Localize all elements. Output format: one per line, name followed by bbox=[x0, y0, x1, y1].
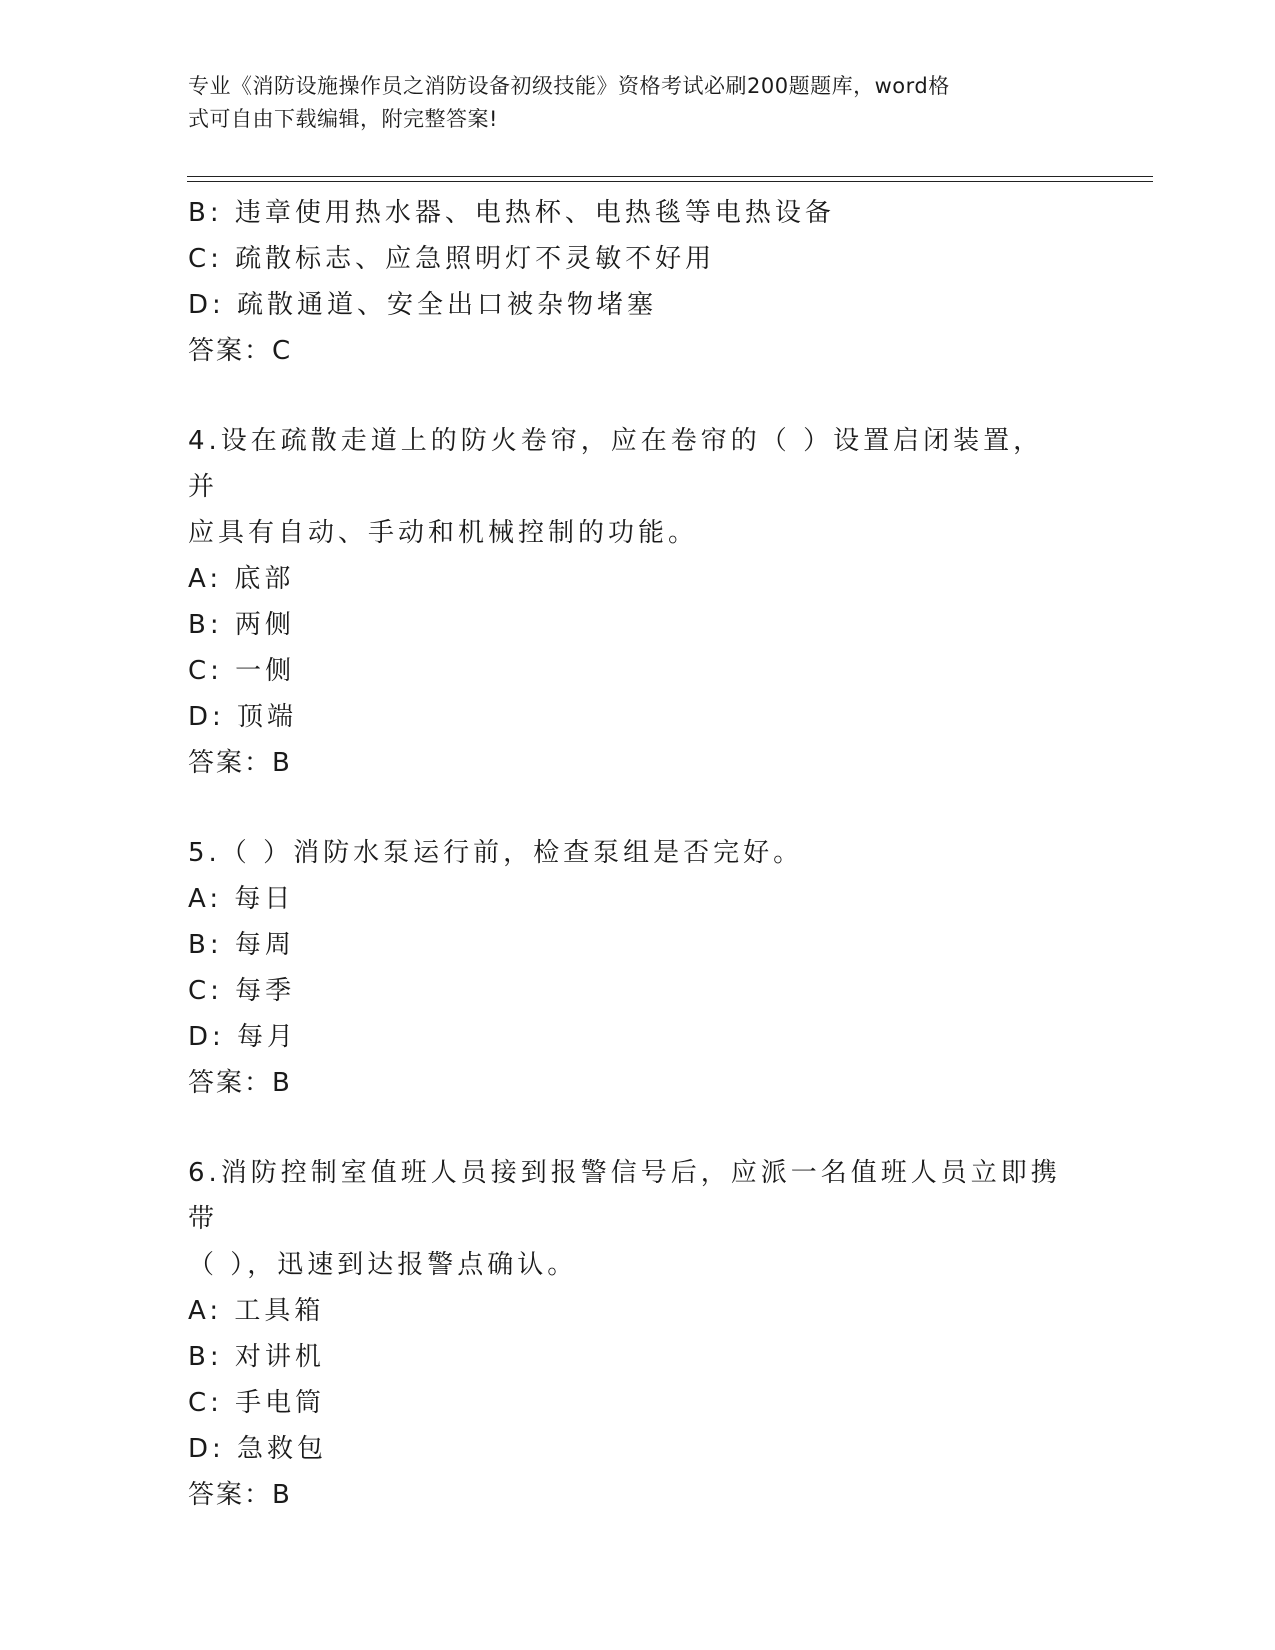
question-text-line-1: 4.设在疏散走道上的防火卷帘，应在卷帘的（ ）设置启闭装置，并 bbox=[188, 426, 1044, 502]
option-d: D: 顶端 bbox=[188, 702, 298, 732]
option-c: C: 每季 bbox=[188, 976, 296, 1006]
question-5 bbox=[188, 830, 1088, 1106]
option-b: B: 违章使用热水器、电热杯、电热毯等电热设备 bbox=[188, 198, 835, 228]
option-c: C: 疏散标志、应急照明灯不灵敏不好用 bbox=[188, 244, 716, 274]
question-6 bbox=[188, 1150, 1088, 1518]
answer: 答案：B bbox=[188, 1068, 292, 1098]
answer: 答案：B bbox=[188, 748, 292, 778]
option-d: D: 急救包 bbox=[188, 1434, 328, 1464]
question-text-line-2: 应具有自动、手动和机械控制的功能。 bbox=[188, 518, 699, 548]
question-list bbox=[188, 190, 1088, 1562]
question-text-line-1: 5.（ ）消防水泵运行前，检查泵组是否完好。 bbox=[188, 838, 804, 868]
option-a: A: 工具箱 bbox=[188, 1296, 325, 1326]
option-b: B: 对讲机 bbox=[188, 1342, 325, 1372]
option-d: D: 每月 bbox=[188, 1022, 298, 1052]
option-c: C: 一侧 bbox=[188, 656, 296, 686]
option-a: A: 底部 bbox=[188, 564, 295, 594]
option-b: B: 两侧 bbox=[188, 610, 295, 640]
question-4 bbox=[188, 418, 1088, 786]
option-d: D: 疏散通道、安全出口被杂物堵塞 bbox=[188, 290, 658, 320]
question-text-line-2: （ ），迅速到达报警点确认。 bbox=[188, 1250, 578, 1280]
question-text-line-1: 6.消防控制室值班人员接到报警信号后，应派一名值班人员立即携带 bbox=[188, 1158, 1061, 1234]
answer: 答案：C bbox=[188, 336, 293, 366]
option-a: A: 每日 bbox=[188, 884, 295, 914]
header-line-2: 式可自由下载编辑，附完整答案! bbox=[188, 107, 498, 131]
question-3-partial bbox=[188, 190, 1088, 374]
header-rule-bottom bbox=[187, 181, 1153, 182]
header-rule-top bbox=[187, 176, 1153, 177]
answer: 答案：B bbox=[188, 1480, 292, 1510]
option-c: C: 手电筒 bbox=[188, 1388, 326, 1418]
document-header bbox=[188, 70, 1068, 136]
header-line-1: 专业《消防设施操作员之消防设备初级技能》资格考试必刷200题题库，word格 bbox=[188, 74, 950, 98]
option-b: B: 每周 bbox=[188, 930, 295, 960]
